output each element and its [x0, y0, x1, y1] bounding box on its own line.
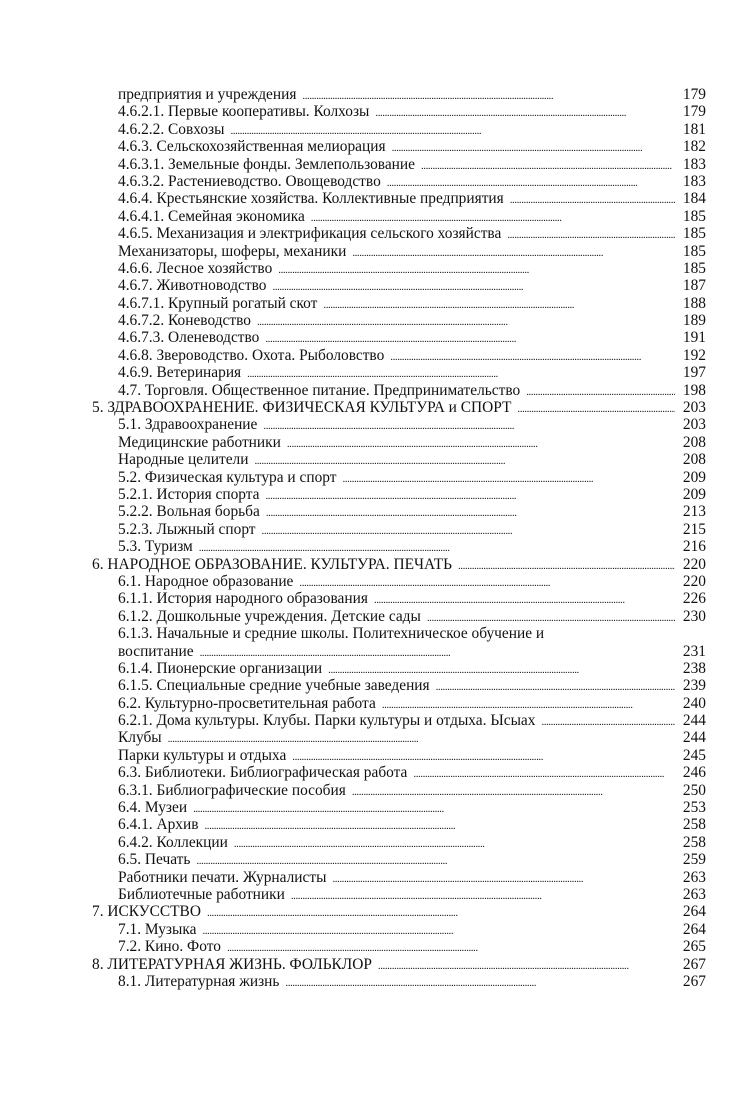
toc-entry-title: 6.1.1. История народного образования	[118, 590, 368, 608]
toc-entry-title: 4.6.7.3. Оленеводство	[118, 329, 260, 347]
toc-entry	[92, 521, 706, 538]
toc-entry-title: 6.1.5. Специальные средние учебные заведения	[118, 677, 430, 695]
toc-entry-title: 6. НАРОДНОЕ ОБРАЗОВАНИЕ. КУЛЬТУРА. ПЕЧАТЬ	[92, 555, 452, 573]
toc-entry-page: 265	[682, 938, 706, 956]
toc-entry-title: 4.7. Торговля. Общественное питание. Предпринимательство	[118, 381, 521, 399]
dot-leader	[332, 871, 675, 888]
dot-leader	[202, 923, 675, 940]
toc-entry-title: Работники печати. Журналисты	[118, 868, 327, 886]
toc-entry	[92, 608, 706, 625]
toc-entry-title: 6.1. Народное образование	[118, 572, 294, 590]
toc-entry-page: 231	[682, 642, 706, 660]
toc-entry-title: 4.6.9. Ветеринария	[118, 364, 242, 382]
toc-entry-title: Медицинские работники	[118, 433, 281, 451]
dot-leader	[510, 192, 675, 209]
toc-entry-page: 230	[682, 607, 706, 625]
toc-entry-page: 220	[682, 555, 706, 573]
toc-chapter-entry	[92, 903, 706, 920]
dot-leader	[234, 836, 675, 853]
toc-entry-title: 7.1. Музыка	[118, 920, 197, 938]
toc-entry-title: 5. ЗДРАВООХРАНЕНИЕ. ФИЗИЧЕСКАЯ КУЛЬТУРА и СПОРТ	[92, 399, 512, 417]
toc-entry-title: 4.6.7.1. Крупный рогатый скот	[118, 294, 318, 312]
toc-entry-page: 203	[682, 416, 706, 434]
toc-entry	[92, 886, 706, 903]
toc-entry-page: 238	[682, 659, 706, 677]
toc-entry-title: 4.6.7.2. Коневодство	[118, 312, 251, 330]
toc-entry-title: Библиотечные работники	[118, 885, 285, 903]
toc-entry-page: 259	[682, 851, 706, 869]
toc-entry-title: Парки культуры и отдыха	[118, 746, 287, 764]
toc-entry-page: 182	[682, 138, 706, 156]
dot-leader	[352, 245, 675, 262]
toc-entry-title: 6.3.1. Библиографические пособия	[118, 781, 346, 799]
toc-entry	[92, 434, 706, 451]
toc-entry-page: 209	[682, 485, 706, 503]
dot-leader	[392, 140, 675, 157]
toc-entry	[92, 156, 706, 173]
toc-entry-page: 226	[682, 590, 706, 608]
toc-entry-title: 6.1.2. Дошкольные учреждения. Детские сады	[118, 607, 421, 625]
toc-entry-title: 6.5. Печать	[118, 851, 191, 869]
toc-entry	[92, 469, 706, 486]
toc-entry-page: 198	[682, 381, 706, 399]
toc-entry-page: 216	[682, 538, 706, 556]
toc-entry	[92, 86, 706, 103]
toc-entry-page: 185	[682, 259, 706, 277]
dot-leader	[323, 297, 675, 314]
toc-entry-page: 264	[682, 903, 706, 921]
toc-entry	[92, 677, 706, 694]
toc-entry	[92, 295, 706, 312]
toc-entry	[92, 312, 706, 329]
toc-entry-page: 183	[682, 172, 706, 190]
dot-leader	[421, 158, 675, 175]
toc-entry-page: 220	[682, 572, 706, 590]
dot-leader	[285, 975, 675, 992]
toc-entry-page: 188	[682, 294, 706, 312]
toc-entry-title: Народные целители	[118, 451, 249, 469]
toc-entry-title: 4.6.3.1. Земельные фонды. Землепользование	[118, 155, 415, 173]
toc-entry-page: 209	[682, 468, 706, 486]
toc-entry	[92, 834, 706, 851]
toc-entry-title: 5.1. Здравоохранение	[118, 416, 258, 434]
toc-entry-page: 181	[682, 120, 706, 138]
toc-entry-title: 6.2.1. Дома культуры. Клубы. Парки культуры и отдыха. Ысыах	[118, 712, 536, 730]
toc-entry-page: 183	[682, 155, 706, 173]
toc-entry	[92, 121, 706, 138]
toc-entry-page: 267	[682, 972, 706, 990]
toc-entry	[92, 173, 706, 190]
dot-leader	[287, 436, 675, 453]
dot-leader	[272, 279, 675, 296]
toc-entry	[92, 938, 706, 955]
toc-entry-title: 4.6.4. Крестьянские хозяйства. Коллективные предприятия	[118, 190, 504, 208]
dot-leader	[278, 262, 675, 279]
dot-leader	[266, 505, 675, 522]
toc-entry	[92, 382, 706, 399]
toc-entry	[92, 364, 706, 381]
dot-leader	[257, 314, 675, 331]
toc-entry-page: 187	[682, 277, 706, 295]
dot-leader	[375, 105, 675, 122]
toc-entry-page: 267	[682, 955, 706, 973]
dot-leader	[262, 523, 675, 540]
dot-leader	[458, 558, 675, 575]
toc-entry	[92, 695, 706, 712]
dot-leader	[263, 418, 675, 435]
toc-entry-title: 5.2.2. Вольная борьба	[118, 503, 260, 521]
toc-entry-page: 253	[682, 799, 706, 817]
toc-entry	[92, 573, 706, 590]
toc-entry	[92, 816, 706, 833]
toc-entry-title: 6.4.1. Архив	[118, 816, 199, 834]
toc-entry-title: 4.6.3.2. Растениеводство. Овощеводство	[118, 172, 381, 190]
toc-entry	[92, 243, 706, 260]
toc-entry-title: 5.2.3. Лыжный спорт	[118, 520, 256, 538]
toc-entry	[92, 208, 706, 225]
toc-entry-title: 8.1. Литературная жизнь	[118, 972, 280, 990]
toc-entry-page: 244	[682, 712, 706, 730]
toc-entry-title: 6.3. Библиотеки. Библиографическая работа	[118, 764, 408, 782]
toc-entry	[92, 451, 706, 468]
toc-entry	[92, 416, 706, 433]
toc-entry	[92, 190, 706, 207]
toc-entry-title: 5.2.1. История спорта	[118, 485, 260, 503]
toc-entry	[92, 747, 706, 764]
toc-chapter-entry	[92, 556, 706, 573]
toc-entry-page: 245	[682, 746, 706, 764]
dot-leader	[342, 471, 675, 488]
dot-leader	[517, 401, 675, 418]
toc-entry-page: 239	[682, 677, 706, 695]
toc-entry-page: 258	[682, 816, 706, 834]
toc-entry	[92, 729, 706, 746]
toc-entry-page: 189	[682, 312, 706, 330]
dot-leader	[352, 784, 675, 801]
toc-entry-page: 263	[682, 868, 706, 886]
dot-leader	[207, 905, 675, 922]
dot-leader	[413, 766, 675, 783]
toc-entry-page: 246	[682, 764, 706, 782]
toc-entry-title: воспитание	[118, 642, 194, 660]
dot-leader	[378, 958, 675, 975]
dot-leader	[390, 349, 675, 366]
toc-entry-title: 4.6.2.1. Первые кооперативы. Колхозы	[118, 103, 370, 121]
toc-entry-page: 208	[682, 451, 706, 469]
toc-entry	[92, 625, 706, 642]
toc-entry-page: 264	[682, 920, 706, 938]
toc-entry-title: 4.6.8. Звероводство. Охота. Рыболовство	[118, 346, 385, 364]
toc-entry-title: Клубы	[118, 729, 162, 747]
toc-entry-title: 6.1.4. Пионерские организации	[118, 659, 323, 677]
dot-leader	[193, 801, 675, 818]
toc-entry-page: 184	[682, 190, 706, 208]
dot-leader	[526, 384, 675, 401]
toc-entry	[92, 347, 706, 364]
toc-entry-title: 6.4.2. Коллекции	[118, 833, 228, 851]
toc-entry	[92, 225, 706, 242]
toc-entry	[92, 643, 706, 660]
toc-entry	[92, 138, 706, 155]
toc-entry	[92, 260, 706, 277]
toc-entry	[92, 503, 706, 520]
toc-entry	[92, 660, 706, 677]
toc-entry-page: 192	[682, 346, 706, 364]
toc-entry-page: 179	[682, 103, 706, 121]
toc-entry	[92, 277, 706, 294]
toc-entry-page: 179	[682, 86, 706, 103]
toc-entry-title: 6.4. Музеи	[118, 799, 188, 817]
toc-entry	[92, 764, 706, 781]
toc-entry-page: 258	[682, 833, 706, 851]
toc-entry-page: 191	[682, 329, 706, 347]
toc-entry-page: 185	[682, 225, 706, 243]
toc-entry	[92, 799, 706, 816]
toc-entry	[92, 103, 706, 120]
toc-entry-page: 215	[682, 520, 706, 538]
toc-entry	[92, 712, 706, 729]
toc-entry	[92, 486, 706, 503]
toc-chapter-entry	[92, 399, 706, 416]
toc-entry-page: 203	[682, 399, 706, 417]
dot-leader	[436, 679, 675, 696]
toc-entry-title: 4.6.3. Сельскохозяйственная мелиорация	[118, 138, 386, 156]
toc-entry	[92, 921, 706, 938]
toc-entry-page: 244	[682, 729, 706, 747]
toc-entry-page: 208	[682, 433, 706, 451]
toc-entry-title: 6.1.3. Начальные и средние школы. Политехническое обучение и	[118, 625, 545, 643]
toc-entry	[92, 869, 706, 886]
toc-entry-page: 240	[682, 694, 706, 712]
toc-entry-title: 4.6.4.1. Семейная экономика	[118, 207, 305, 225]
toc-entry-title: 4.6.7. Животноводство	[118, 277, 267, 295]
toc-entry-title: Механизаторы, шоферы, механики	[118, 242, 347, 260]
toc-entry-page: 185	[682, 242, 706, 260]
toc-entry-title: 6.2. Культурно-просветительная работа	[118, 694, 376, 712]
toc-entry	[92, 590, 706, 607]
toc-entry	[92, 329, 706, 346]
toc-entry-page: 185	[682, 207, 706, 225]
toc-entry-title: предприятия и учреждения	[118, 86, 297, 103]
toc-entry-title: 7. ИСКУССТВО	[92, 903, 201, 921]
toc-entry-page: 263	[682, 885, 706, 903]
toc-entry-page: 213	[682, 503, 706, 521]
table-of-contents	[92, 86, 706, 990]
toc-chapter-entry	[92, 956, 706, 973]
toc-entry-title: 5.2. Физическая культура и спорт	[118, 468, 337, 486]
toc-entry-page: 197	[682, 364, 706, 382]
toc-entry	[92, 851, 706, 868]
toc-entry-title: 4.6.2.2. Совхозы	[118, 120, 225, 138]
toc-entry-title: 4.6.6. Лесное хозяйство	[118, 259, 273, 277]
toc-entry	[92, 782, 706, 799]
dot-leader	[507, 227, 675, 244]
dot-leader	[205, 818, 676, 835]
toc-entry	[92, 538, 706, 555]
toc-entry-title: 8. ЛИТЕРАТУРНАЯ ЖИЗНЬ. ФОЛЬКЛОР	[92, 955, 372, 973]
dot-leader	[291, 888, 675, 905]
toc-entry-title: 7.2. Кино. Фото	[118, 938, 221, 956]
toc-entry-title: 5.3. Туризм	[118, 538, 193, 556]
dot-leader	[541, 714, 675, 731]
toc-entry	[92, 973, 706, 990]
toc-entry-title: 4.6.5. Механизация и электрификация сельского хозяйства	[118, 225, 502, 243]
dot-leader	[266, 488, 676, 505]
toc-entry-page: 250	[682, 781, 706, 799]
